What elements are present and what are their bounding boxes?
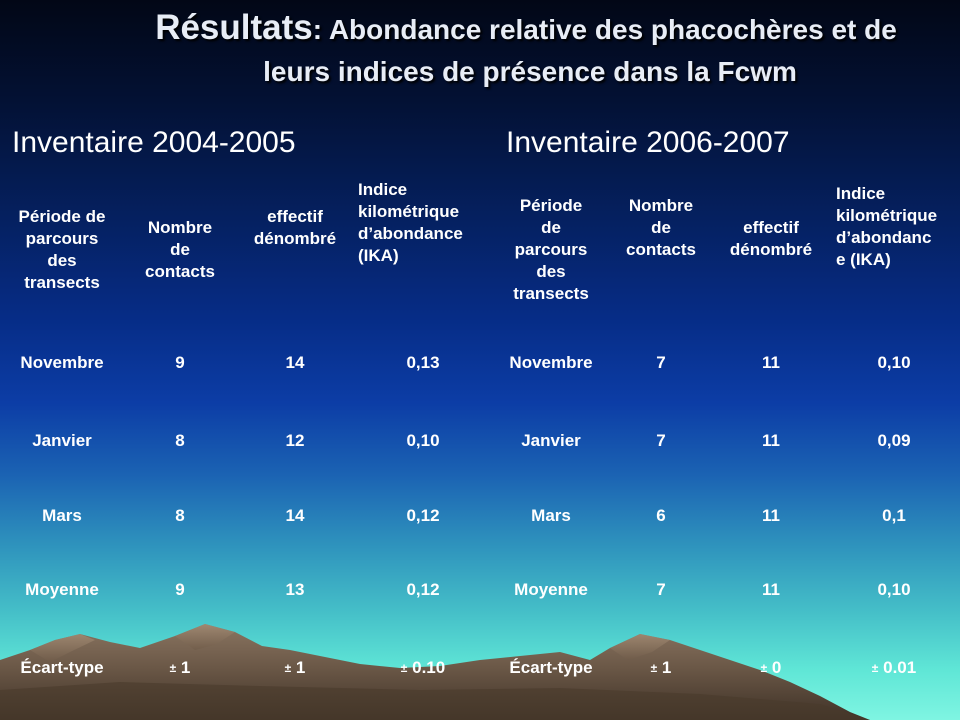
row-label: Moyenne — [25, 580, 99, 599]
header-text: effectif — [267, 207, 323, 226]
title-line2: leurs indices de présence dans la Fcwm — [263, 56, 797, 87]
table-cell: 11 — [762, 580, 780, 599]
row-label: Novembre — [509, 353, 593, 372]
table-cell: 0,13 — [406, 353, 440, 372]
plus-minus-symbol: ± — [871, 661, 879, 675]
table-cell: 6 — [656, 506, 666, 525]
header-contacts-2004 — [130, 217, 230, 283]
header-text: transects — [513, 284, 589, 303]
header-text: de — [170, 240, 190, 259]
cell-value: 1 — [661, 658, 672, 677]
table-cell: 11 — [762, 506, 780, 525]
header-period-2004 — [2, 206, 122, 294]
header-effectif-2006 — [716, 217, 826, 261]
cell-value: 0.10 — [412, 658, 446, 677]
cell-value: 0 — [771, 658, 782, 677]
header-text: dénombré — [253, 229, 337, 248]
title-main: Résultats — [155, 8, 313, 47]
plus-minus-symbol: ± — [650, 661, 658, 675]
title-rest: : Abondance relative des phacochères et de — [312, 14, 897, 45]
header-text: d’abondanc — [836, 228, 932, 247]
header-text: parcours — [25, 229, 99, 248]
row-label: Mars — [42, 506, 82, 525]
header-text: parcours — [514, 240, 588, 259]
table-cell: 7 — [656, 353, 666, 372]
row-label: Janvier — [521, 431, 581, 450]
inventory-heading-2006: Inventaire 2006-2007 — [506, 126, 790, 159]
table-cell: 0,10 — [406, 431, 440, 450]
slide-title — [46, 8, 960, 48]
table-cell: 13 — [285, 580, 305, 599]
header-text: (IKA) — [358, 246, 399, 265]
header-text: transects — [24, 273, 100, 292]
table-cell: 9 — [175, 353, 185, 372]
header-text: d’abondance — [358, 224, 463, 243]
header-period-2006 — [492, 195, 610, 305]
table-cell — [368, 657, 478, 679]
table-cell — [834, 657, 954, 679]
header-text: de — [651, 218, 671, 237]
header-contacts-2006 — [610, 195, 712, 261]
table-cell: 11 — [762, 431, 780, 450]
cell-value: 1 — [180, 658, 191, 677]
plus-minus-symbol: ± — [400, 661, 408, 675]
table-cell: 0,10 — [877, 580, 911, 599]
header-text: e (IKA) — [836, 250, 891, 269]
table-cell: 12 — [285, 431, 305, 450]
header-effectif-2004 — [240, 206, 350, 250]
row-label: Mars — [531, 506, 571, 525]
header-text: Indice — [836, 184, 886, 203]
table-cell — [240, 657, 350, 679]
table-cell: 8 — [175, 431, 185, 450]
header-text: kilométrique — [836, 206, 938, 225]
table-cell: 0,09 — [877, 431, 911, 450]
table-cell: 0,12 — [406, 506, 440, 525]
header-ika-2004 — [358, 179, 478, 267]
inventory-heading-2004: Inventaire 2004-2005 — [12, 126, 296, 159]
row-label: Novembre — [20, 353, 104, 372]
table-cell: 11 — [762, 353, 780, 372]
header-text: des — [47, 251, 77, 270]
header-text: Indice — [358, 180, 408, 199]
table-cell — [130, 657, 230, 679]
header-text: contacts — [145, 262, 215, 281]
header-text: Période — [519, 196, 583, 215]
row-label: Janvier — [32, 431, 92, 450]
row-label: Écart-type — [20, 658, 104, 677]
header-text: contacts — [626, 240, 696, 259]
header-text: dénombré — [729, 240, 813, 259]
table-cell: 7 — [656, 431, 666, 450]
table-cell: 0,12 — [406, 580, 440, 599]
row-label: Moyenne — [514, 580, 588, 599]
row-label: Écart-type — [509, 658, 593, 677]
table-cell: 8 — [175, 506, 185, 525]
table-cell: 7 — [656, 580, 666, 599]
header-text: Nombre — [147, 218, 213, 237]
table-cell: 0,10 — [877, 353, 911, 372]
table-cell — [610, 657, 712, 679]
plus-minus-symbol: ± — [169, 661, 177, 675]
cell-value: 0.01 — [883, 658, 917, 677]
table-cell: 14 — [285, 353, 305, 372]
table-cell: 0,1 — [882, 506, 906, 525]
header-text: kilométrique — [358, 202, 460, 221]
header-ika-2006 — [836, 183, 956, 271]
header-text: Nombre — [628, 196, 694, 215]
header-text: effectif — [743, 218, 799, 237]
plus-minus-symbol: ± — [760, 661, 768, 675]
header-text: de — [541, 218, 561, 237]
cell-value: 1 — [295, 658, 306, 677]
header-text: des — [536, 262, 566, 281]
table-cell — [716, 657, 826, 679]
header-text: Période de — [18, 207, 106, 226]
table-cell: 14 — [285, 506, 305, 525]
plus-minus-symbol: ± — [284, 661, 292, 675]
table-cell: 9 — [175, 580, 185, 599]
